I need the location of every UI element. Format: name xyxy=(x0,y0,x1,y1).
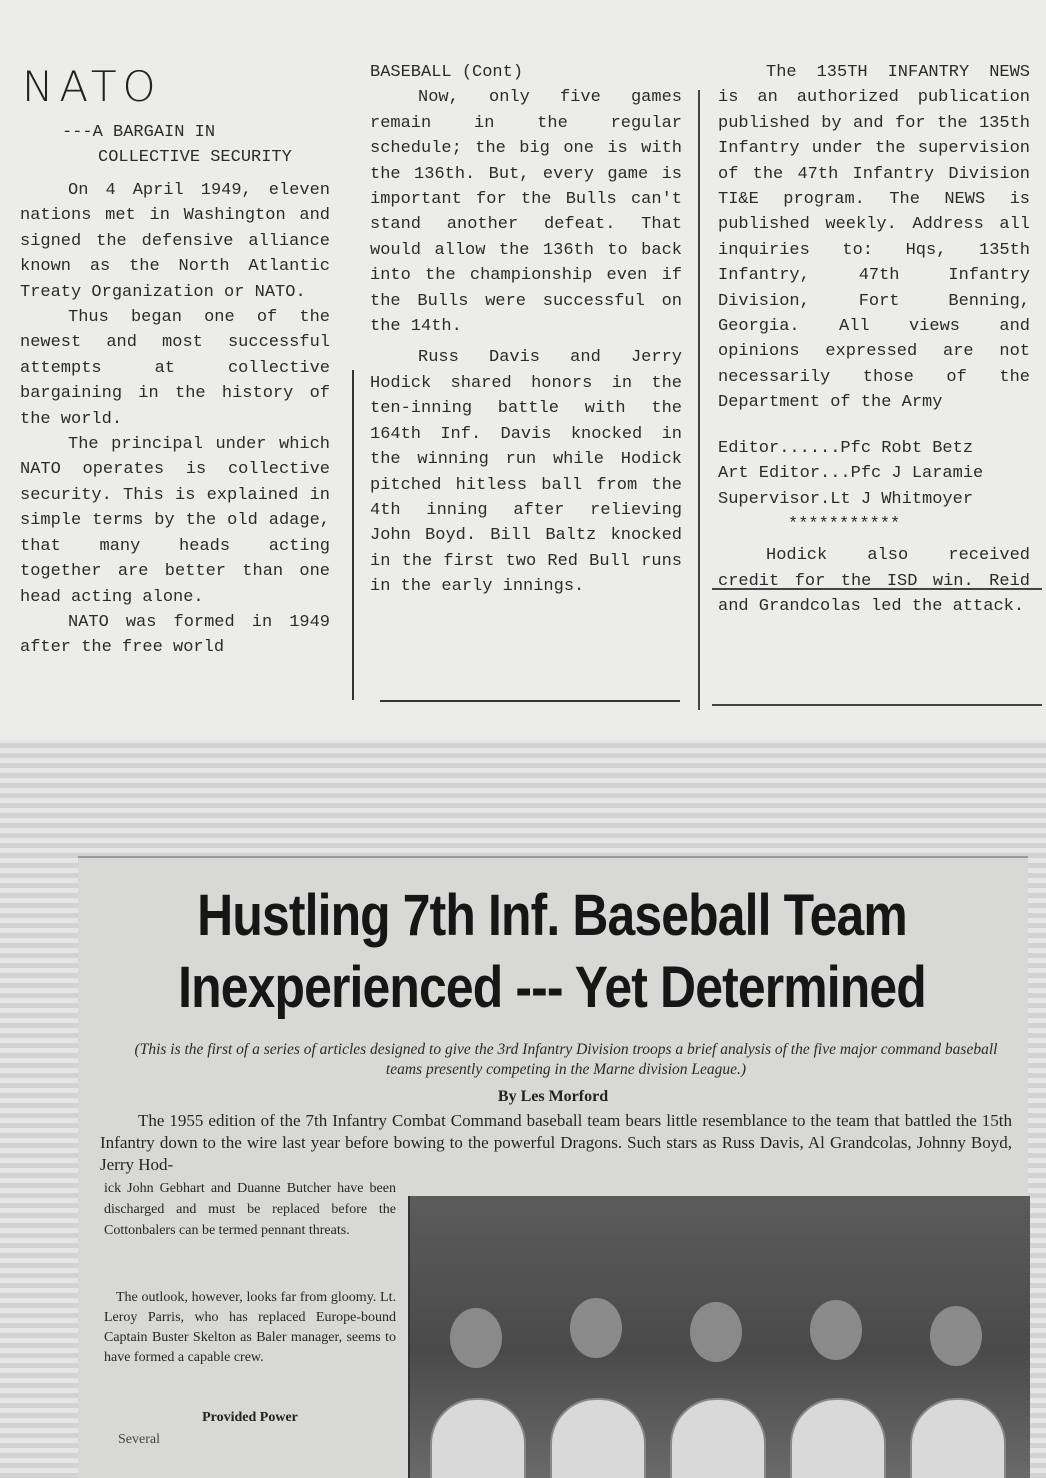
headline-line-2: Inexperienced --- Yet Determined xyxy=(178,955,926,1020)
art-editor-credit: Art Editor...Pfc J Laramie xyxy=(718,464,984,484)
column-rule xyxy=(698,90,702,710)
player-head xyxy=(930,1306,982,1366)
article-lede: The 1955 edition of the 7th Infantry Combat Command baseball team bears little resemblance to the team that battled the 15th Infantry down to the wire last year before bowing to the powerful Dragons. Such stars as Russ Davis, Al Grandcolas, Johnny Boyd, Jerry Hod- xyxy=(100,1111,1012,1174)
hand-drawn-box-top xyxy=(712,588,1042,590)
player-head xyxy=(570,1298,622,1358)
baseball-paragraph-1: Now, only five games remain in the regular schedule; the big one is with the 136th. But, every game is important for the Bulls can't stand another defeat. That would allow the 136th to back into the championship even if the Bulls were successful on the 14th. xyxy=(370,88,682,337)
player-jersey xyxy=(910,1398,1006,1478)
byline: By Les Morford xyxy=(497,1088,609,1105)
article-deck: (This is the first of a series of articles designed to give the 3rd Infantry Division troops a brief analysis of the five major command baseball teams presently competing in the Marne division League.) xyxy=(134,1041,998,1078)
player-head xyxy=(810,1300,862,1360)
team-photo xyxy=(408,1196,1030,1478)
baseball-continued-article xyxy=(370,60,682,600)
nato-paragraph-2: Thus began one of the newest and most successful attempts at collective bargaining in the history of the world. xyxy=(20,308,330,429)
nato-subtitle-line-2: COLLECTIVE SECURITY xyxy=(98,148,292,168)
nato-paragraph-4: NATO was formed in 1949 after the free world xyxy=(20,612,330,658)
baseball-heading: BASEBALL (Cont) xyxy=(370,63,524,82)
hand-drawn-box-bottom xyxy=(380,700,680,706)
nato-article-body xyxy=(20,178,330,661)
supervisor-credit: Supervisor.Lt J Whitmoyer xyxy=(718,489,974,509)
hand-drawn-box-left xyxy=(352,370,357,700)
nato-subtitle xyxy=(62,120,342,171)
baseball-paragraph-2: Russ Davis and Jerry Hodick shared honors in the ten-inning battle with the 164th Inf. Davis knocked in the winning run while Hodick pitched hitless ball from the 4th inning after relieving John Boyd. Bill Baltz knocked in the first two Red Bull runs in the early innings. xyxy=(370,348,682,597)
player-jersey xyxy=(790,1398,886,1478)
nato-paragraph-1: On 4 April 1949, eleven nations met in Washington and signed the defensive alliance known as the North Atlantic Treaty Organization or NATO. xyxy=(20,181,330,302)
player-jersey xyxy=(550,1398,646,1478)
headline-line-1: Hustling 7th Inf. Baseball Team xyxy=(197,883,907,948)
hodick-note: Hodick also received credit for the ISD win. Reid and Grandcolas led the attack. xyxy=(718,546,1030,617)
nato-title: NATO xyxy=(22,62,162,111)
article-paragraph-2: The outlook, however, looks far from gloomy. Lt. Leroy Parris, who has replaced Europe-bound Captain Buster Skelton as Baler manager, seems to have formed a capable crew. xyxy=(104,1290,396,1365)
nato-subtitle-line-1: ---A BARGAIN IN xyxy=(62,123,216,142)
player-head xyxy=(450,1308,502,1368)
masthead-paragraph: The 135TH INFANTRY NEWS is an authorized publication published by and for the 135th Infantry under the supervision of the 47th Infantry Division TI&E program. The NEWS is published weekly. Address all inquiries to: Hqs, 135th Infantry, 47th Infantry Division, Fort Benning, Georgia. All views and opinions expressed are not necessarily those of the Department of the Army xyxy=(718,63,1030,413)
star-divider: *********** xyxy=(788,514,901,534)
player-jersey xyxy=(670,1398,766,1478)
article-lede-continued: ick John Gebhart and Duanne Butcher have been discharged and must be replaced before the Cottonbalers can be termed pennant threats. xyxy=(104,1181,396,1238)
hand-drawn-box-bottom-right xyxy=(712,704,1042,706)
player-head xyxy=(690,1302,742,1362)
editor-credit: Editor......Pfc Robt Betz xyxy=(718,438,974,458)
article-cutoff-text: Several xyxy=(118,1432,160,1447)
article-subhead: Provided Power xyxy=(202,1410,298,1425)
player-jersey xyxy=(430,1398,526,1478)
nato-paragraph-3: The principal under which NATO operates is collective security. This is explained in simple terms by the old adage, that many heads acting together are better than one head acting alone. xyxy=(20,435,330,607)
masthead-notice xyxy=(718,60,1030,620)
bottom-clipping xyxy=(78,858,1028,1478)
